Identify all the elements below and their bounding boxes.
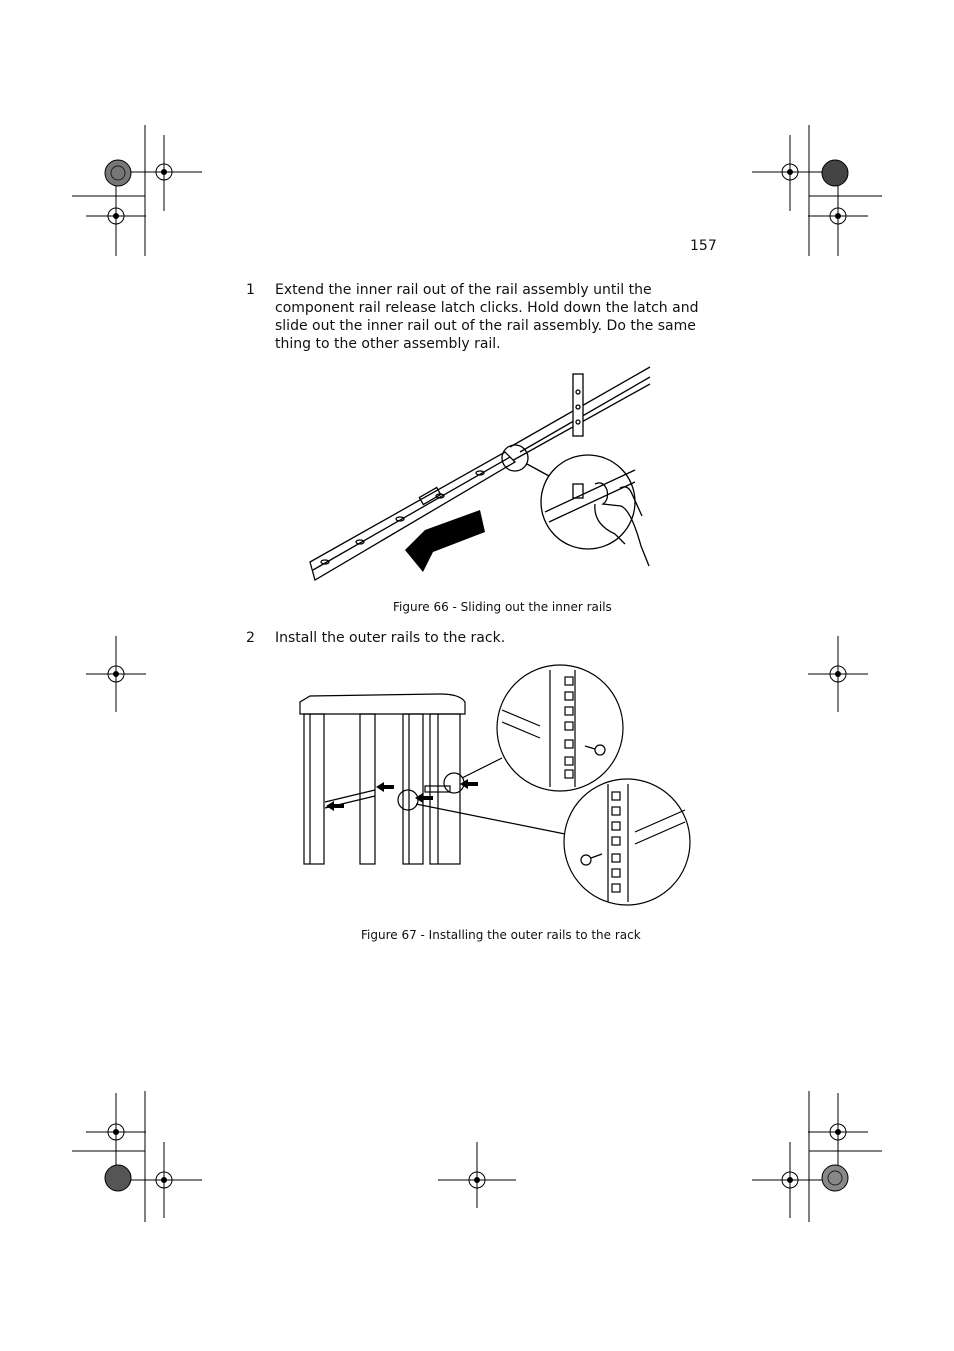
step-1	[246, 281, 736, 353]
step-text: Install the outer rails to the rack.	[275, 630, 506, 646]
figure-66-illustration	[305, 362, 655, 587]
figure-66-caption: Figure 66 - Sliding out the inner rails	[393, 600, 612, 614]
figure-67-illustration	[290, 662, 700, 912]
step-text: Extend the inner rail out of the rail assembly until the component rail release latch clicks. Hold down the latch and slide out the inner rail out of the rail assembly. Do the same thing to the other assembly rail.	[275, 282, 699, 352]
step-number: 1	[246, 282, 255, 298]
figure-67-caption: Figure 67 - Installing the outer rails to the rack	[361, 928, 641, 942]
step-2	[246, 629, 736, 649]
step-number: 2	[246, 630, 255, 646]
page-number: 157	[690, 238, 717, 254]
